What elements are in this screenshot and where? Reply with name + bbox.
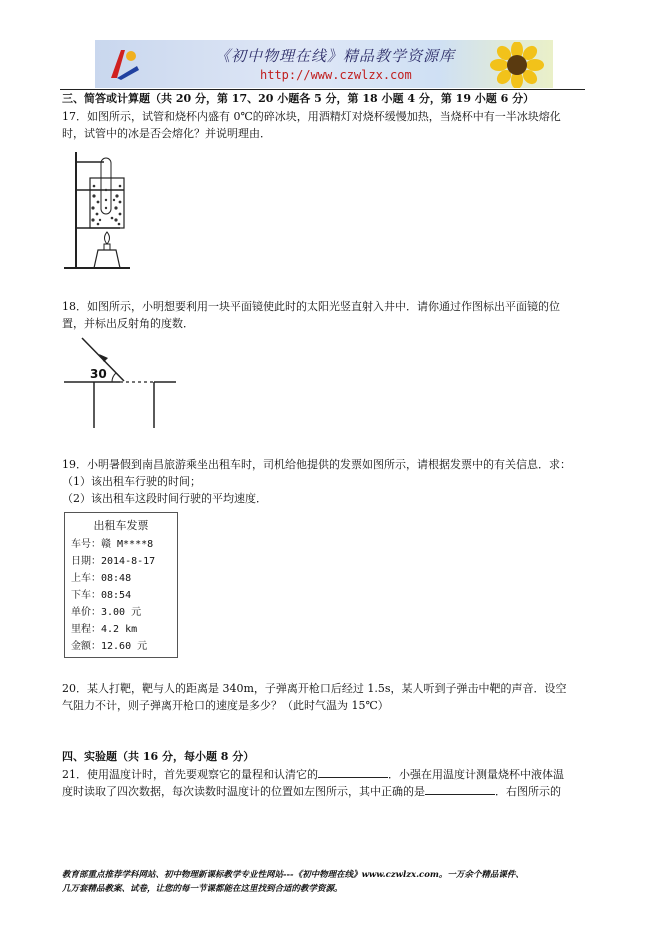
q21-line1: [62, 765, 564, 783]
q21-blank-2: [425, 782, 495, 795]
sunflower-icon: [485, 42, 549, 88]
site-logo-icon: [103, 44, 145, 84]
q20-line2: 气阻力不计，则子弹离开枪口的速度是多少？（此时气温为 15℃）: [62, 699, 389, 712]
q17-line1: 17．如图所示，试管和烧杯内盛有 0℃的碎冰块，用酒精灯对烧杯缓慢加热，当烧杯中有一半冰块熔化: [62, 110, 561, 123]
receipt-row: 下车：08:54: [71, 590, 132, 601]
banner-url[interactable]: http://www.czwlzx.com: [260, 68, 412, 82]
q18-well-figure: [60, 334, 180, 430]
q21-line1-part1: 21．使用温度计时，首先要观察它的量程和认清它的: [62, 768, 318, 781]
receipt-row: 日期：2014-8-17: [71, 556, 156, 567]
footer-line2: 几万套精品教案、试卷，让您的每一节课都能在这里找到合适的教学资源。: [62, 884, 343, 894]
receipt-row: 车号：赣 M****8: [71, 539, 154, 550]
footer-line1: 教育部重点推荐学科网站、初中物理新课标教学专业性网站---《初中物理在线》www.czwlzx.com。一万余个精品课件、: [62, 870, 524, 880]
receipt-title: 出租车发票: [93, 519, 149, 532]
taxi-receipt: [64, 512, 178, 658]
receipt-row: 单价：3.00 元: [71, 607, 142, 618]
q21-blank-1: [318, 765, 388, 778]
q20-line1: 20．某人打靶，靶与人的距离是 340m，子弹离开枪口后经过 1.5s，某人听到子弹击中靶的声音．设空: [62, 682, 567, 695]
q21-line2-part2: ．右图所示的: [495, 785, 561, 798]
q17-apparatus-figure: [62, 150, 132, 272]
q17-line2: 时，试管中的冰是否会熔化？并说明理由．: [62, 127, 271, 140]
q18-line1: 18．如图所示，小明想要利用一块平面镜使此时的太阳光竖直射入井中．请你通过作图标出平面镜的位: [62, 300, 560, 313]
q19-line3: （2）该出租车这段时间行驶的平均速度．: [62, 492, 267, 505]
receipt-row: 里程：4.2 km: [71, 624, 138, 635]
q21-line2-part1: 度时读取了四次数据，每次读数时温度计的位置如左图所示，其中正确的是: [62, 785, 425, 798]
header-banner: [95, 40, 553, 88]
q19-line1: 19．小明暑假到南昌旅游乘坐出租车时，司机给他提供的发票如图所示，请根据发票中的有关信息．求：: [62, 458, 571, 471]
receipt-row: 金额：12.60 元: [71, 641, 148, 652]
q21-line2: [62, 782, 561, 800]
q19-line2: （1）该出租车行驶的时间；: [62, 475, 201, 488]
section4-heading: 四、实验题（共 16 分，每小题 8 分）: [62, 750, 255, 763]
q21-line1-part2: ．小强在用温度计测量烧杯中液体温: [388, 768, 564, 781]
receipt-row: 上车：08:48: [71, 573, 132, 584]
banner-title: 《初中物理在线》精品教学资源库: [215, 47, 456, 65]
q18-line2: 置，并标出反射角的度数．: [62, 317, 194, 330]
section3-heading: 三、简答或计算题（共 20 分，第 17、20 小题各 5 分，第 18 小题 4 分，第 19 小题 6 分）: [62, 92, 535, 105]
q18-angle-label: 30: [90, 367, 107, 381]
